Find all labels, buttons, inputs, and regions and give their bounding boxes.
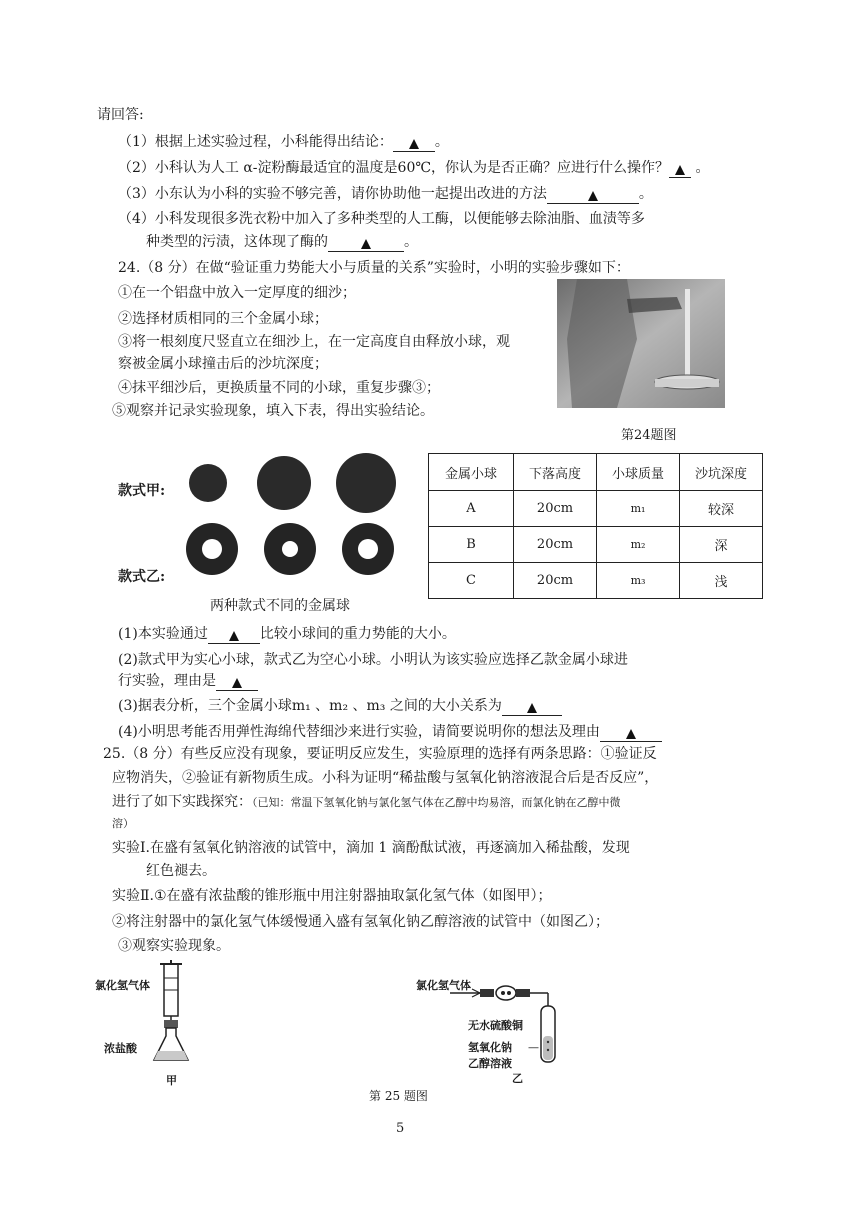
q23-item-2	[118, 158, 709, 178]
table-row	[429, 491, 763, 527]
table-cell: 20cm	[514, 491, 597, 527]
table-header: 下落高度	[514, 454, 597, 491]
answer-blank	[393, 135, 435, 152]
triangle-icon	[232, 678, 242, 688]
q23-item-text: （3）小东认为小科的实验不够完善，请你协助他一起提出改进的方法	[118, 186, 547, 202]
table-row	[429, 527, 763, 563]
solid-ball-medium	[257, 456, 311, 510]
table-cell: m₂	[597, 527, 680, 563]
answer-blank	[216, 674, 258, 691]
answer-blank	[502, 699, 562, 716]
question-text: (3)据表分析，三个金属小球m₁ 、m₂ 、m₃ 之间的大小关系为	[118, 698, 502, 714]
table-row	[429, 563, 763, 599]
fig-yi-pointer: —	[528, 1041, 539, 1054]
answer-blank	[547, 187, 639, 204]
table-cell: m₃	[597, 563, 680, 599]
table-cell: m₁	[597, 491, 680, 527]
q25-exp2-a: 实验Ⅱ.①在盛有浓盐酸的锥形瓶中用注射器抽取氯化氢气体（如图甲）；	[112, 888, 552, 904]
q24-step-1: ①在一个铝盘中放入一定厚度的细沙；	[118, 285, 356, 301]
table-cell: 20cm	[514, 527, 597, 563]
q25-exp1-b: 红色褪去。	[146, 863, 216, 879]
answer-blank	[600, 725, 662, 742]
page-number: 5	[396, 1121, 405, 1136]
metal-balls-figure	[180, 445, 410, 580]
fig-yi-gas-label: 氯化氢气体	[416, 979, 471, 992]
style-a-label: 款式甲:	[118, 483, 166, 499]
triangle-icon	[361, 239, 371, 249]
q24-question-4	[118, 722, 662, 742]
table-cell: B	[429, 527, 514, 563]
q25-exp2-c: ③观察实验现象。	[118, 938, 230, 954]
q25-note: （已知：常温下氢氧化钠与氯化氢气体在乙醇中均易溶，而氯化钠在乙醇中微	[252, 796, 621, 809]
q25-line-3	[112, 792, 621, 813]
q23-item-3	[118, 184, 653, 204]
fig-yi-solution-label-2: 乙醇溶液	[468, 1057, 512, 1070]
q24-question-1	[118, 624, 456, 644]
solid-ball-large	[336, 453, 396, 513]
fig-yi-name: 乙	[512, 1072, 523, 1085]
q25-line-1: 25.（8 分）有些反应没有现象，要证明反应发生，实验原理的选择有两条思路：①验证反	[103, 746, 657, 762]
triangle-icon	[675, 165, 685, 175]
triangle-icon	[626, 729, 636, 739]
figure-jia-apparatus	[140, 960, 210, 1070]
q23-item-4: （4）小科发现很多洗衣粉中加入了多种类型的人工酶，以便能够去除油脂、血渍等多	[118, 211, 645, 227]
table-cell: 浅	[680, 563, 763, 599]
q24-question-3	[118, 696, 562, 716]
table-cell: A	[429, 491, 514, 527]
table-cell: 20cm	[514, 563, 597, 599]
experiment-photo	[557, 279, 725, 408]
q24-header: 24.（8 分）在做“验证重力势能大小与质量的关系”实验时，小明的实验步骤如下：	[118, 260, 630, 276]
table-header: 沙坑深度	[680, 454, 763, 491]
q23-item-tail: 。	[404, 234, 418, 250]
triangle-icon	[229, 631, 239, 641]
q25-text: 进行了如下实践探究：	[112, 794, 252, 810]
q24-step-4: ④抹平细沙后，更换质量不同的小球，重复步骤③；	[118, 380, 440, 396]
q23-item-tail: 。	[434, 134, 449, 150]
q24-step-5: ⑤观察并记录实验现象，填入下表，得出实验结论。	[112, 403, 434, 419]
fig-jia-gas-label: 氯化氢气体	[95, 979, 150, 992]
results-table	[428, 453, 763, 599]
solid-ball-small	[189, 464, 227, 502]
q25-exp1: 实验Ⅰ.在盛有氢氧化钠溶液的试管中，滴加 1 滴酚酞试液，再逐滴加入稀盐酸，发现	[112, 840, 630, 856]
question-text: (4)小明思考能否用弹性海绵代替细沙来进行实验，请简要说明你的想法及理由	[118, 724, 600, 740]
q24-question-2: (2)款式甲为实心小球，款式乙为空心小球。小明认为该实验应选择乙款金属小球进	[118, 652, 628, 668]
table-cell: C	[429, 563, 514, 599]
triangle-icon	[409, 139, 419, 149]
q23-intro: 请回答:	[97, 107, 144, 123]
fig-jia-name: 甲	[166, 1074, 177, 1087]
answer-blank	[208, 627, 260, 644]
q24-step-2: ②选择材质相同的三个金属小球；	[118, 311, 328, 327]
q25-exp2-b: ②将注射器中的氯化氢气体缓慢通入盛有氢氧化钠乙醇溶液的试管中（如图乙）；	[112, 914, 609, 930]
answer-blank	[328, 235, 404, 252]
table-cell: 深	[680, 527, 763, 563]
q25-figure-caption: 第 25 题图	[369, 1089, 428, 1103]
table-header: 小球质量	[597, 454, 680, 491]
q24-figure-caption: 第24题图	[621, 428, 677, 443]
triangle-icon	[527, 703, 537, 713]
q25-line-2: 应物消失，②验证有新物质生成。小科为证明“稀盐酸与氢氧化钠溶液混合后是否反应”，	[112, 770, 659, 786]
fig-yi-cuso4-label: 无水硫酸铜	[468, 1019, 523, 1032]
table-header-row	[429, 454, 763, 491]
q23-item-4b	[146, 232, 418, 252]
q23-item-tail: 。	[691, 160, 710, 176]
table-header: 金属小球	[429, 454, 514, 491]
balls-caption: 两种款式不同的金属球	[210, 598, 350, 614]
triangle-icon	[588, 191, 598, 201]
question-text: (1)本实验通过	[118, 626, 208, 642]
question-text: 行实验，理由是	[118, 673, 216, 689]
q24-question-2b	[118, 671, 258, 691]
q23-item-text: （1）根据上述实验过程，小科能得出结论：	[118, 134, 393, 150]
q23-item-text: （2）小科认为人工 α-淀粉酶最适宜的温度是60℃，你认为是否正确？应进行什么操作？	[118, 160, 670, 176]
fig-jia-acid-label: 浓盐酸	[104, 1042, 137, 1055]
q25-note-2: 溶）	[112, 817, 134, 830]
question-text: 比较小球间的重力势能的大小。	[259, 626, 456, 642]
fig-yi-solution-label-1: 氢氧化钠	[468, 1041, 512, 1054]
answer-blank	[669, 161, 691, 178]
style-b-label: 款式乙:	[118, 569, 166, 585]
q23-item-text: 种类型的污渍，这体现了酶的	[146, 234, 328, 250]
q23-item-1	[118, 132, 449, 152]
table-cell: 较深	[680, 491, 763, 527]
q24-step-3: ③将一根刻度尺竖直立在细沙上，在一定高度自由释放小球，观	[118, 334, 510, 350]
q24-step-3b: 察被金属小球撞击后的沙坑深度；	[118, 356, 328, 372]
q23-item-tail: 。	[638, 186, 653, 202]
